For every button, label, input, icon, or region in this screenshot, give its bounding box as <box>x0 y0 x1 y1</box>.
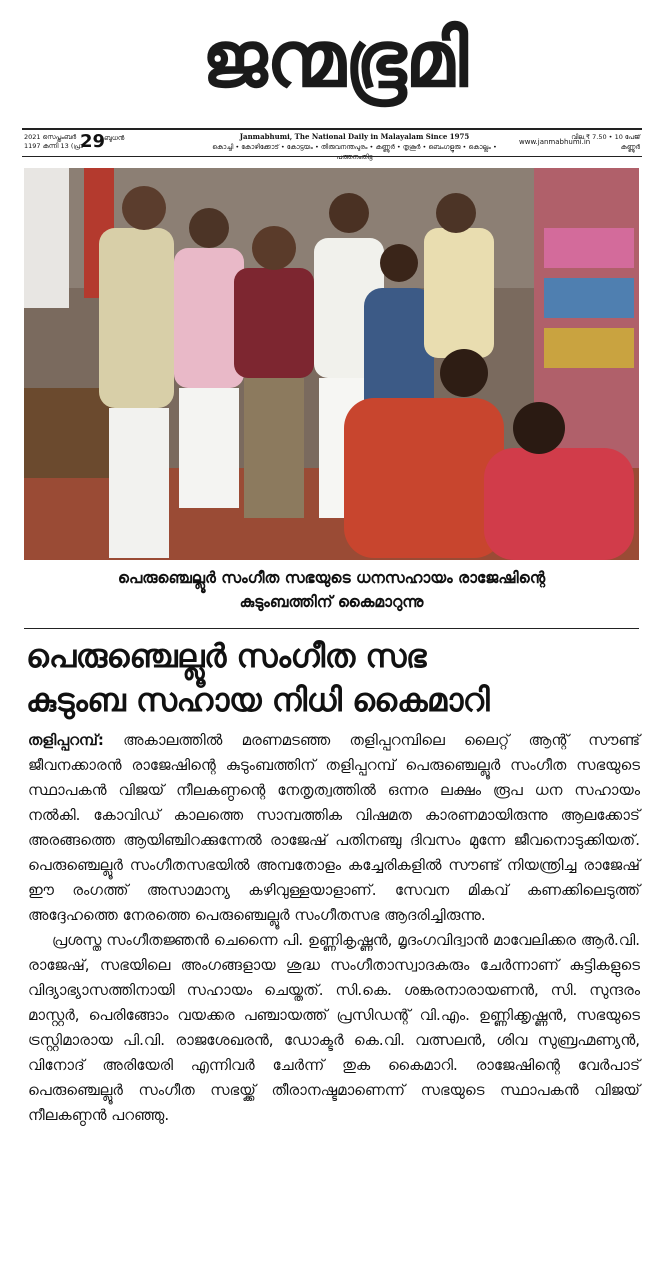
price-block <box>571 132 640 152</box>
article-headline <box>26 634 641 722</box>
day-number: 29 <box>80 131 106 152</box>
masthead <box>0 0 669 130</box>
article-body <box>28 728 640 1128</box>
paper-info <box>212 132 497 162</box>
news-photo <box>24 168 639 560</box>
paper-tagline: Janmabhumi, The National Daily in Malayalam Since 1975 <box>239 132 470 141</box>
section-divider <box>24 628 639 629</box>
edition-list: കൊച്ചി • കോഴിക്കോട് • കോട്ടയം • തിരുവനന്തപുരം • കണ്ണൂർ • തൃശൂർ • ബെംഗളൂരു • കൊല്ലം • പത്തനംതിട്ട <box>212 143 497 161</box>
price: വില ₹ 7.50 • 10 പേജ് <box>571 133 640 141</box>
article-paragraph-1 <box>28 728 640 928</box>
date-malayalam: 1197 കന്നി 13 (പ്രാ <box>24 142 84 150</box>
headline-line-2: കുടുംബ സഹായ നിധി കൈമാറി <box>26 681 490 719</box>
photo-illustration <box>24 168 639 560</box>
article-paragraph-2: പ്രശസ്ത സംഗീതജ്ഞൻ ചെന്നൈ പി. ഉണ്ണികൃഷ്ണൻ, മൃദംഗവിദ്വാൻ മാവേലിക്കര ആർ.വി. രാജേഷ്, സഭയിലെ അംഗങ്ങളായ ശുദ്ധ സംഗീതാസ്വാദകരും ചേർന്നാണ് കുട്ടികളുടെ വിദ്യാഭ്യാസത്തിനായി സഹായം ചെയ്തത്. സി.കെ. ശങ്കരനാരായണൻ, സി. സുന്ദരം മാസ്റ്റർ, പെരിങ്ങോം വയക്കര പഞ്ചായത്ത് പ്രസിഡന്റ് വി.എം. ഉണ്ണിക്കൃഷ്ണൻ, സഭയുടെ ട്രസ്റ്റിമാരായ പി.വി. രാജശേഖരൻ, ഡോക്ടർ കെ.വി. വത്സലൻ, ശിവ സുബ്രഹ്മണ്യൻ, വിനോദ് അരിയേരി എന്നിവർ ചേർന്ന് തുക കൈമാറി. രാജേഷിന്റെ വേർപാട് പെരുഞ്ചെല്ലൂർ സംഗീത സഭയ്ക്ക് തീരാനഷ്ടമാണെന്ന് സഭയുടെ സ്ഥാപകൻ വിജയ് നീലകണ്ഠൻ പറഞ്ഞു. <box>28 931 640 1124</box>
caption-line-1: പെരുഞ്ചെല്ലൂർ സംഗീത സഭയുടെ ധനസഹായം രാജേഷിന്റെ <box>117 569 546 587</box>
weekday: ബുധൻ <box>104 134 125 142</box>
website-link[interactable]: www.janmabhumi.in <box>519 138 591 146</box>
caption-line-2: കുടുംബത്തിന് കൈമാറുന്നു <box>239 593 424 611</box>
dateline-bar <box>22 128 642 161</box>
date-gregorian: 2021 സെപ്തംബർ <box>24 133 77 141</box>
paragraph-1-text: അകാലത്തിൽ മരണമടഞ്ഞ തളിപ്പറമ്പിലെ ലൈറ്റ് ആന്റ് സൗണ്ട് ജീവനക്കാരൻ രാജേഷിന്റെ കുടുംബത്തിന് തളിപ്പറമ്പ് പെരുഞ്ചെല്ലൂർ സംഗീത സഭയുടെ സ്ഥാപകൻ വിജയ് നീലകണ്ഠന്റെ നേതൃത്വത്തിൽ ഒന്നര ലക്ഷം രൂപ ധന സഹായം നൽകി. കോവിഡ് കാലത്തെ സാമ്പത്തിക വിഷമത കാരണമായിരുന്നു ആലക്കോട് അരങ്ങത്തെ ആയിഞ്ചിറക്കുന്നേൽ രാജേഷ് പതിനഞ്ചു ദിവസം മുന്നേ ജീവനൊടുക്കിയത്. പെരുഞ്ചെല്ലൂർ സംഗീതസഭയിൽ അമ്പതോളം കച്ചേരികളിൽ സൗണ്ട് നിയന്ത്രിച്ച രാജേഷ് ഈ രംഗത്ത് അസാമാന്യ കഴിവുള്ളയാളാണ്. സേവന മികവ് കണക്കിലെടുത്ത് അദ്ദേഹത്തെ നേരത്തെ പെരുഞ്ചെല്ലൂർ സംഗീതസഭ ആദരിച്ചിരുന്നു. <box>28 731 640 924</box>
headline-line-1: പെരുഞ്ചെല്ലൂർ സംഗീത സഭ <box>26 637 427 675</box>
article-location: തളിപ്പറമ്പ്: <box>28 731 104 749</box>
edition-name: കണ്ണൂർ <box>620 143 640 151</box>
newspaper-logo: ജന്മഭൂമി <box>201 15 468 105</box>
date-block <box>24 133 83 151</box>
photo-caption <box>24 566 639 614</box>
